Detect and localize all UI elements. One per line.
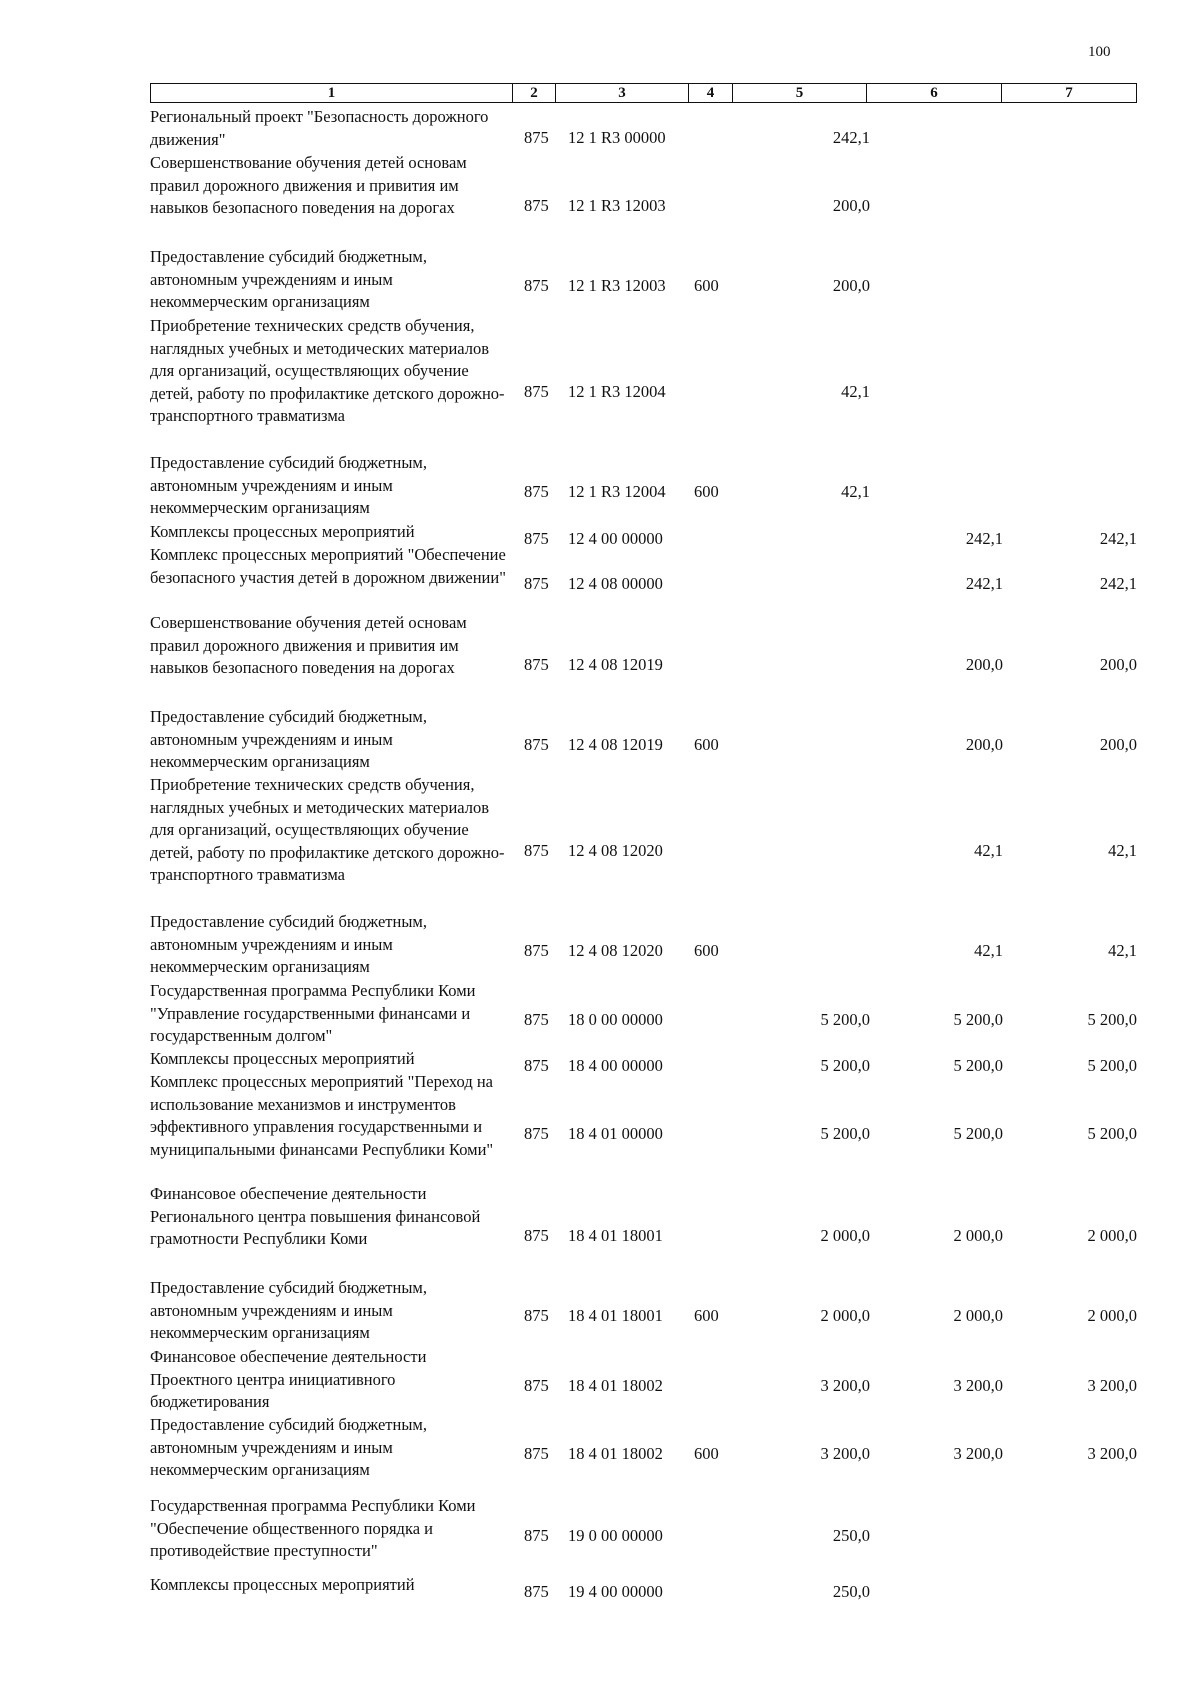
row-cell-c7: 5 200,0 (1087, 1056, 1137, 1075)
row-cell-c5: 3 200,0 (820, 1376, 870, 1395)
row-name: Финансовое обеспечение деятельности Проектного центра инициативного бюджетирования (150, 1347, 427, 1412)
row-cell-c5: 5 200,0 (820, 1124, 870, 1143)
row-cell-c6: 5 200,0 (953, 1010, 1003, 1029)
row-cell-c3: 18 4 01 00000 (568, 1124, 663, 1143)
row-name: Предоставление субсидий бюджетным, автономным учреждениям и иным некоммерческим организациям (150, 1278, 427, 1343)
row-cell-c2: 875 (524, 1526, 549, 1545)
row-cell-c7: 200,0 (1099, 655, 1137, 674)
row-cell-c3: 18 4 01 18001 (568, 1226, 663, 1245)
row-cell-c2: 875 (524, 1124, 549, 1143)
row-name: Совершенствование обучения детей основам правил дорожного движения и привития им навыков безопасного поведения на дорогах (150, 613, 467, 678)
row-cell-c3: 12 1 R3 12004 (568, 382, 666, 401)
row-cell-c3: 12 4 08 12019 (568, 655, 663, 674)
row-cell-c3: 12 4 00 00000 (568, 529, 663, 548)
row-name: Комплексы процессных мероприятий (150, 1575, 415, 1594)
row-cell-c5: 2 000,0 (820, 1226, 870, 1245)
row-cell-c3: 18 4 01 18002 (568, 1376, 663, 1395)
row-name: Региональный проект "Безопасность дорожного движения" (150, 107, 489, 149)
row-cell-c2: 875 (524, 1056, 549, 1075)
row-cell-c5: 250,0 (832, 1526, 870, 1545)
row-cell-c7: 2 000,0 (1087, 1226, 1137, 1245)
row-cell-c4: 600 (694, 1306, 719, 1325)
row-cell-c2: 875 (524, 574, 549, 593)
row-cell-c5: 200,0 (832, 276, 870, 295)
row-name: Предоставление субсидий бюджетным, автономным учреждениям и иным некоммерческим организациям (150, 453, 427, 518)
row-cell-c4: 600 (694, 276, 719, 295)
row-cell-c7: 5 200,0 (1087, 1010, 1137, 1029)
row-cell-c2: 875 (524, 1582, 549, 1601)
row-cell-c7: 3 200,0 (1087, 1376, 1137, 1395)
row-name: Финансовое обеспечение деятельности Регионального центра повышения финансовой грамотности Республики Коми (150, 1184, 481, 1249)
row-cell-c2: 875 (524, 529, 549, 548)
row-cell-c2: 875 (524, 841, 549, 860)
row-cell-c6: 200,0 (965, 655, 1003, 674)
row-cell-c5: 42,1 (841, 482, 870, 501)
page-number: 100 (1088, 44, 1111, 60)
row-cell-c6: 5 200,0 (953, 1124, 1003, 1143)
row-name: Предоставление субсидий бюджетным, автономным учреждениям и иным некоммерческим организациям (150, 707, 427, 772)
row-cell-c2: 875 (524, 196, 549, 215)
row-cell-c7: 42,1 (1108, 941, 1137, 960)
row-name: Комплексы процессных мероприятий (150, 522, 415, 541)
row-cell-c3: 12 4 08 12019 (568, 735, 663, 754)
row-cell-c5: 250,0 (832, 1582, 870, 1601)
row-cell-c2: 875 (524, 1226, 549, 1245)
row-cell-c3: 19 4 00 00000 (568, 1582, 663, 1601)
row-cell-c6: 200,0 (965, 735, 1003, 754)
row-name: Государственная программа Республики Коми "Обеспечение общественного порядка и противодействие преступности" (150, 1496, 476, 1561)
row-name: Комплекс процессных мероприятий "Переход на использование механизмов и инструментов эффективного управления государственными и муниципальными финансами Республики Коми" (150, 1072, 494, 1159)
header-col-7: 7 (1065, 85, 1073, 101)
row-cell-c6: 2 000,0 (953, 1306, 1003, 1325)
row-cell-c5: 42,1 (841, 382, 870, 401)
row-cell-c4: 600 (694, 735, 719, 754)
row-cell-c2: 875 (524, 655, 549, 674)
row-cell-c5: 3 200,0 (820, 1444, 870, 1463)
row-cell-c7: 2 000,0 (1087, 1306, 1137, 1325)
row-cell-c2: 875 (524, 1010, 549, 1029)
row-cell-c7: 5 200,0 (1087, 1124, 1137, 1143)
row-cell-c2: 875 (524, 1444, 549, 1463)
row-cell-c3: 12 1 R3 12004 (568, 482, 666, 501)
row-name: Предоставление субсидий бюджетным, автономным учреждениям и иным некоммерческим организациям (150, 1415, 427, 1480)
row-cell-c6: 3 200,0 (953, 1376, 1003, 1395)
header-col-5: 5 (733, 84, 867, 102)
row-cell-c6: 42,1 (974, 941, 1003, 960)
row-cell-c2: 875 (524, 1376, 549, 1395)
row-name: Предоставление субсидий бюджетным, автономным учреждениям и иным некоммерческим организациям (150, 912, 427, 977)
row-cell-c3: 18 4 00 00000 (568, 1056, 663, 1075)
row-cell-c4: 600 (694, 1444, 719, 1463)
row-cell-c2: 875 (524, 382, 549, 401)
header-col-2: 2 (513, 84, 556, 102)
row-name: Комплекс процессных мероприятий "Обеспечение безопасного участия детей в дорожном движении" (150, 545, 506, 587)
header-col-6: 6 (867, 84, 1002, 102)
row-cell-c3: 18 4 01 18001 (568, 1306, 663, 1325)
header-col-4: 4 (689, 84, 733, 102)
row-cell-c3: 12 4 08 12020 (568, 941, 663, 960)
row-cell-c5: 5 200,0 (820, 1056, 870, 1075)
row-cell-c6: 242,1 (965, 529, 1003, 548)
row-cell-c2: 875 (524, 735, 549, 754)
row-cell-c3: 18 0 00 00000 (568, 1010, 663, 1029)
row-cell-c6: 3 200,0 (953, 1444, 1003, 1463)
row-cell-c7: 42,1 (1108, 841, 1137, 860)
row-cell-c2: 875 (524, 1306, 549, 1325)
row-cell-c3: 12 4 08 12020 (568, 841, 663, 860)
row-cell-c2: 875 (524, 128, 549, 147)
row-cell-c5: 242,1 (832, 128, 870, 147)
row-cell-c5: 5 200,0 (820, 1010, 870, 1029)
row-cell-c6: 42,1 (974, 841, 1003, 860)
row-cell-c3: 12 1 R3 12003 (568, 196, 666, 215)
row-cell-c5: 200,0 (832, 196, 870, 215)
row-name: Совершенствование обучения детей основам правил дорожного движения и привития им навыков безопасного поведения на дорогах (150, 153, 467, 218)
header-col-1: 1 (151, 84, 513, 102)
row-cell-c2: 875 (524, 276, 549, 295)
row-name: Государственная программа Республики Коми "Управление государственными финансами и государственным долгом" (150, 981, 476, 1046)
row-cell-c7: 3 200,0 (1087, 1444, 1137, 1463)
row-cell-c6: 2 000,0 (953, 1226, 1003, 1245)
row-cell-c7: 242,1 (1099, 574, 1137, 593)
row-name: Приобретение технических средств обучения, наглядных учебных и методических материалов для организаций, осуществляющих обучение детей, работу по профилактике детского дорожно-транспортного травматизма (150, 775, 505, 885)
row-cell-c4: 600 (694, 482, 719, 501)
row-cell-c3: 12 1 R3 12003 (568, 276, 666, 295)
row-name: Предоставление субсидий бюджетным, автономным учреждениям и иным некоммерческим организациям (150, 247, 427, 312)
row-cell-c5: 2 000,0 (820, 1306, 870, 1325)
row-cell-c2: 875 (524, 941, 549, 960)
row-name: Приобретение технических средств обучения, наглядных учебных и методических материалов для организаций, осуществляющих обучение детей, работу по профилактике детского дорожно-транспортного травматизма (150, 316, 505, 426)
table-header (150, 83, 1137, 103)
row-cell-c4: 600 (694, 941, 719, 960)
row-cell-c7: 200,0 (1099, 735, 1137, 754)
row-cell-c3: 12 1 R3 00000 (568, 128, 666, 147)
row-cell-c2: 875 (524, 482, 549, 501)
row-cell-c3: 18 4 01 18002 (568, 1444, 663, 1463)
row-cell-c7: 242,1 (1099, 529, 1137, 548)
row-cell-c6: 242,1 (965, 574, 1003, 593)
row-cell-c3: 12 4 08 00000 (568, 574, 663, 593)
row-cell-c3: 19 0 00 00000 (568, 1526, 663, 1545)
row-cell-c6: 5 200,0 (953, 1056, 1003, 1075)
header-col-3: 3 (556, 84, 689, 102)
row-name: Комплексы процессных мероприятий (150, 1049, 415, 1068)
